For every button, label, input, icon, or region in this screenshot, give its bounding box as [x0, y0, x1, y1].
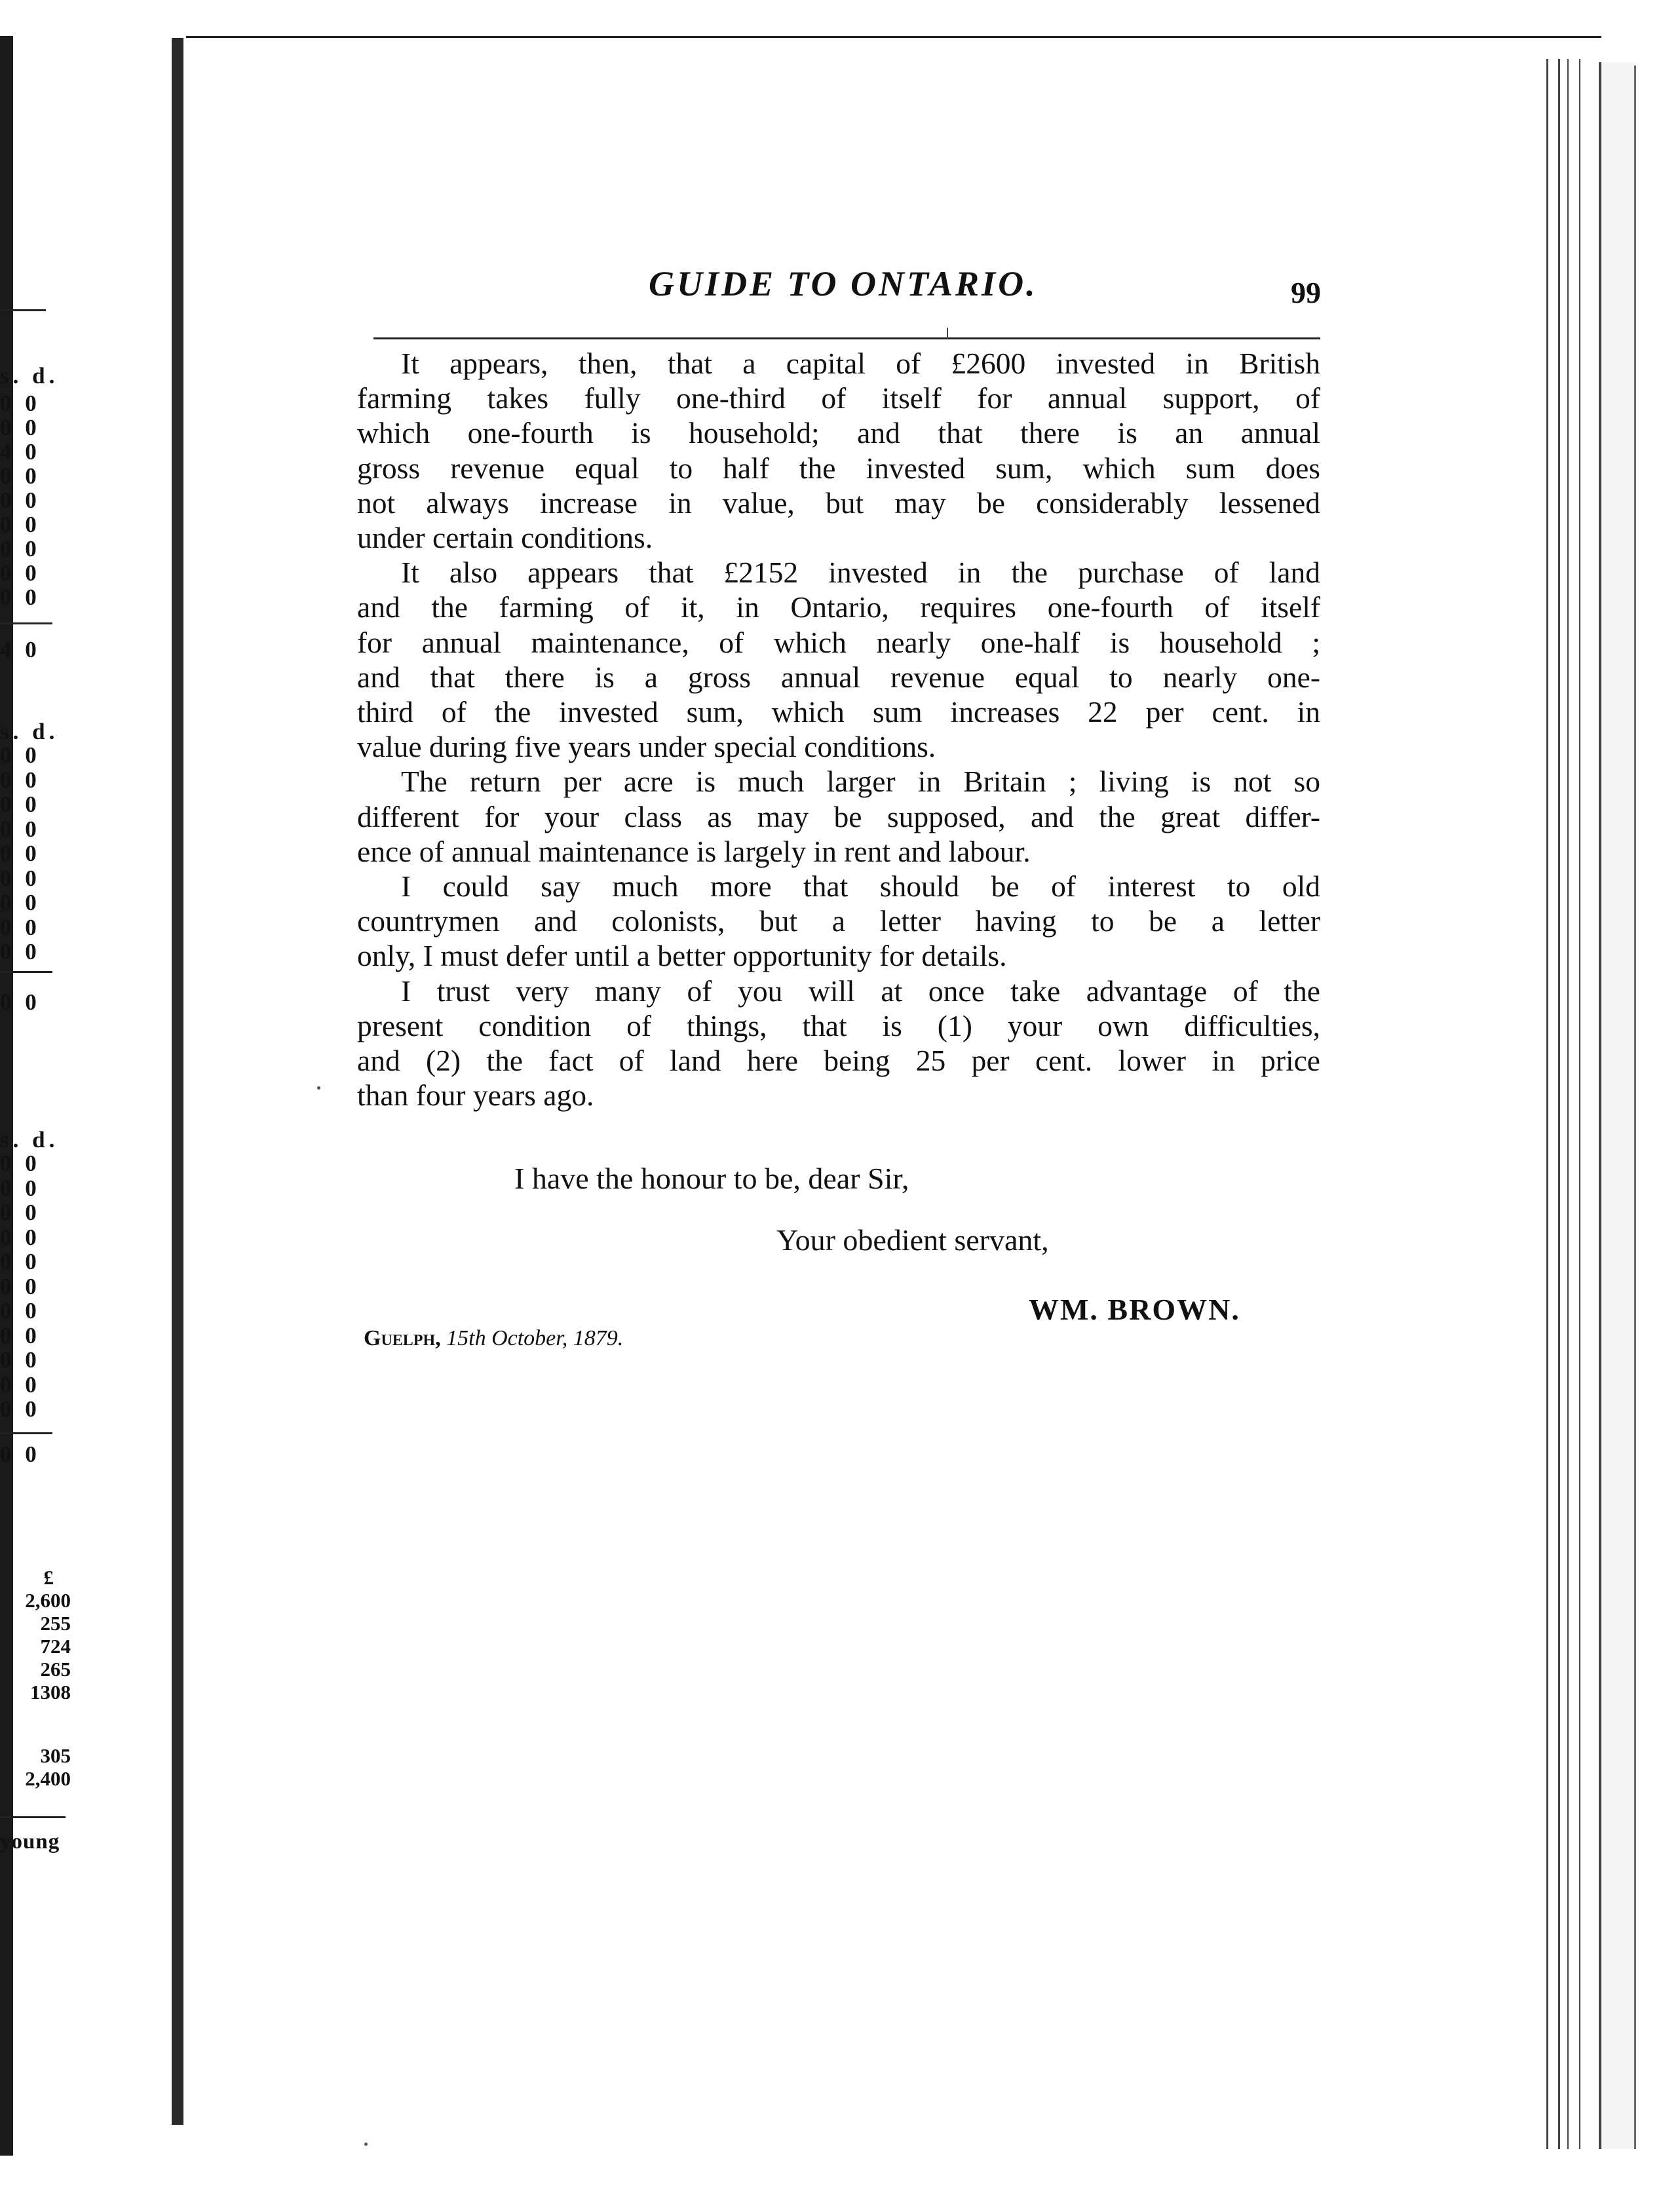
facing-page-rule [0, 622, 52, 624]
body-line: only, I must defer until a better opportunity for details. [357, 939, 1007, 973]
page-edge [1546, 59, 1548, 2149]
facing-page-value: 0 0 [0, 1249, 41, 1274]
facing-page-column-header: s. d. [0, 1127, 59, 1153]
body-line: countrymen and colonists, but a letter having to be a letter [357, 904, 1320, 938]
page-edge [1599, 62, 1601, 2149]
facing-page-value: 0 0 [0, 914, 41, 940]
body-line: for annual maintenance, of which nearly one-half is household ; [357, 625, 1320, 659]
date: 15th October, 1879. [446, 1326, 624, 1350]
facing-page-value: 4 0 [0, 439, 41, 465]
facing-page-value: 0 0 [0, 415, 41, 440]
facing-page-value: 0 0 [0, 1371, 41, 1398]
place: Guelph, [364, 1326, 441, 1350]
body-line: farming takes fully one-third of itself for annual support, of [357, 381, 1320, 415]
page-edge-strip [1601, 62, 1634, 2149]
facing-page-value: 0 0 [0, 791, 41, 817]
page-edge [1634, 66, 1636, 2149]
facing-page-column-header: s. d. [0, 719, 59, 744]
facing-page-value: 0 0 [0, 767, 41, 793]
facing-page-value: 0 0 [0, 742, 41, 768]
facing-page-value: 0 0 [0, 1298, 41, 1324]
facing-page-value: 0 0 [0, 1273, 41, 1299]
facing-page-value: 0 0 [0, 939, 41, 964]
place-and-date [364, 1326, 623, 1351]
facing-page-money-value: 255 [40, 1612, 71, 1635]
page-edge [1579, 59, 1580, 2149]
facing-page-value: 0 0 [0, 560, 41, 586]
facing-page-money-value: 724 [40, 1635, 71, 1658]
facing-page-value: 0 0 [0, 1224, 41, 1250]
body-line: third of the invested sum, which sum increases 22 per cent. in [357, 695, 1320, 729]
body-line: under certain conditions. [357, 521, 653, 554]
header-tick [947, 328, 948, 339]
facing-page-value: 0 0 [0, 841, 41, 866]
facing-page-currency: £ [43, 1566, 54, 1589]
facing-page-total: 0 0 [0, 989, 41, 1015]
page-number: 99 [1291, 276, 1321, 309]
facing-page-total: 0 0 [0, 1441, 41, 1467]
body-line: I trust very many of you will at once take advantage of the [401, 974, 1320, 1008]
facing-page-value: 0 0 [0, 1396, 41, 1422]
scan-speck [317, 1086, 320, 1090]
body-line: It appears, then, that a capital of £2600 invested in British [401, 347, 1320, 380]
body-line: not always increase in value, but may be considerably lessened [357, 486, 1320, 520]
facing-page-value: 0 0 [0, 865, 41, 891]
page-edge [1567, 59, 1569, 2149]
body-line: present condition of things, that is (1) your own difficulties, [357, 1008, 1320, 1042]
facing-page-word-fragment: young [0, 1830, 60, 1854]
facing-page-rule [0, 1816, 66, 1818]
body-line: gross revenue equal to half the invested sum, which sum does [357, 451, 1320, 485]
body-line: ence of annual maintenance is largely in rent and labour. [357, 834, 1031, 868]
valediction: Your obedient servant, [776, 1223, 1049, 1257]
facing-page-rule [0, 971, 52, 973]
header-rule [373, 337, 1320, 339]
facing-page-value: 0 0 [0, 816, 41, 842]
body-line: The return per acre is much larger in Britain ; living is not so [401, 765, 1320, 799]
facing-page-value: 0 0 [0, 890, 41, 915]
body-line: I could say much more that should be of interest to old [401, 869, 1320, 903]
facing-page-value: 0 0 [0, 512, 41, 537]
body-line: and (2) the fact of land here being 25 per cent. lower in price [357, 1044, 1320, 1077]
facing-page-value: 0 0 [0, 584, 41, 610]
running-header: GUIDE TO ONTARIO. [649, 264, 1038, 303]
facing-page-total: 4 0 [0, 637, 41, 662]
facing-page-value: 0 0 [0, 391, 41, 416]
facing-page-column-header: s. d. [0, 363, 59, 389]
facing-page-money-value: 305 [40, 1744, 71, 1767]
body-line: It also appears that £2152 invested in the purchase of land [401, 556, 1320, 590]
body-line: and the farming of it, in Ontario, requires one-fourth of itself [357, 590, 1320, 624]
body-line: different for your class as may be supposed, and the great differ- [357, 799, 1320, 833]
facing-page-value: 0 0 [0, 1151, 41, 1176]
facing-page-rule [0, 309, 46, 311]
body-line: value during five years under special conditions. [357, 730, 936, 764]
facing-page-value: 0 0 [0, 487, 41, 513]
facing-page-value: 0 0 [0, 1347, 41, 1373]
scan-speck [364, 2143, 368, 2146]
signature: WM. BROWN. [1029, 1293, 1240, 1326]
facing-page-rule [0, 1432, 52, 1434]
facing-page-value: 0 0 [0, 1200, 41, 1225]
closing-line: I have the honour to be, dear Sir, [514, 1162, 909, 1195]
page-edge [1558, 59, 1560, 2149]
facing-page-money-value: 2,400 [25, 1767, 71, 1790]
facing-page-value: 0 0 [0, 1175, 41, 1201]
facing-page-money-value: 2,600 [25, 1589, 71, 1612]
body-line: and that there is a gross annual revenue equal to nearly one- [357, 660, 1320, 694]
body-line: which one-fourth is household; and that there is an annual [357, 416, 1320, 450]
book-binding [172, 38, 183, 2125]
facing-page-value: 0 0 [0, 463, 41, 489]
facing-page-money-value: 265 [40, 1658, 71, 1681]
facing-page-money-value: 1308 [30, 1681, 71, 1704]
facing-page-value: 0 0 [0, 1322, 41, 1348]
body-line: than four years ago. [357, 1078, 594, 1113]
facing-page-value: 0 0 [0, 536, 41, 562]
